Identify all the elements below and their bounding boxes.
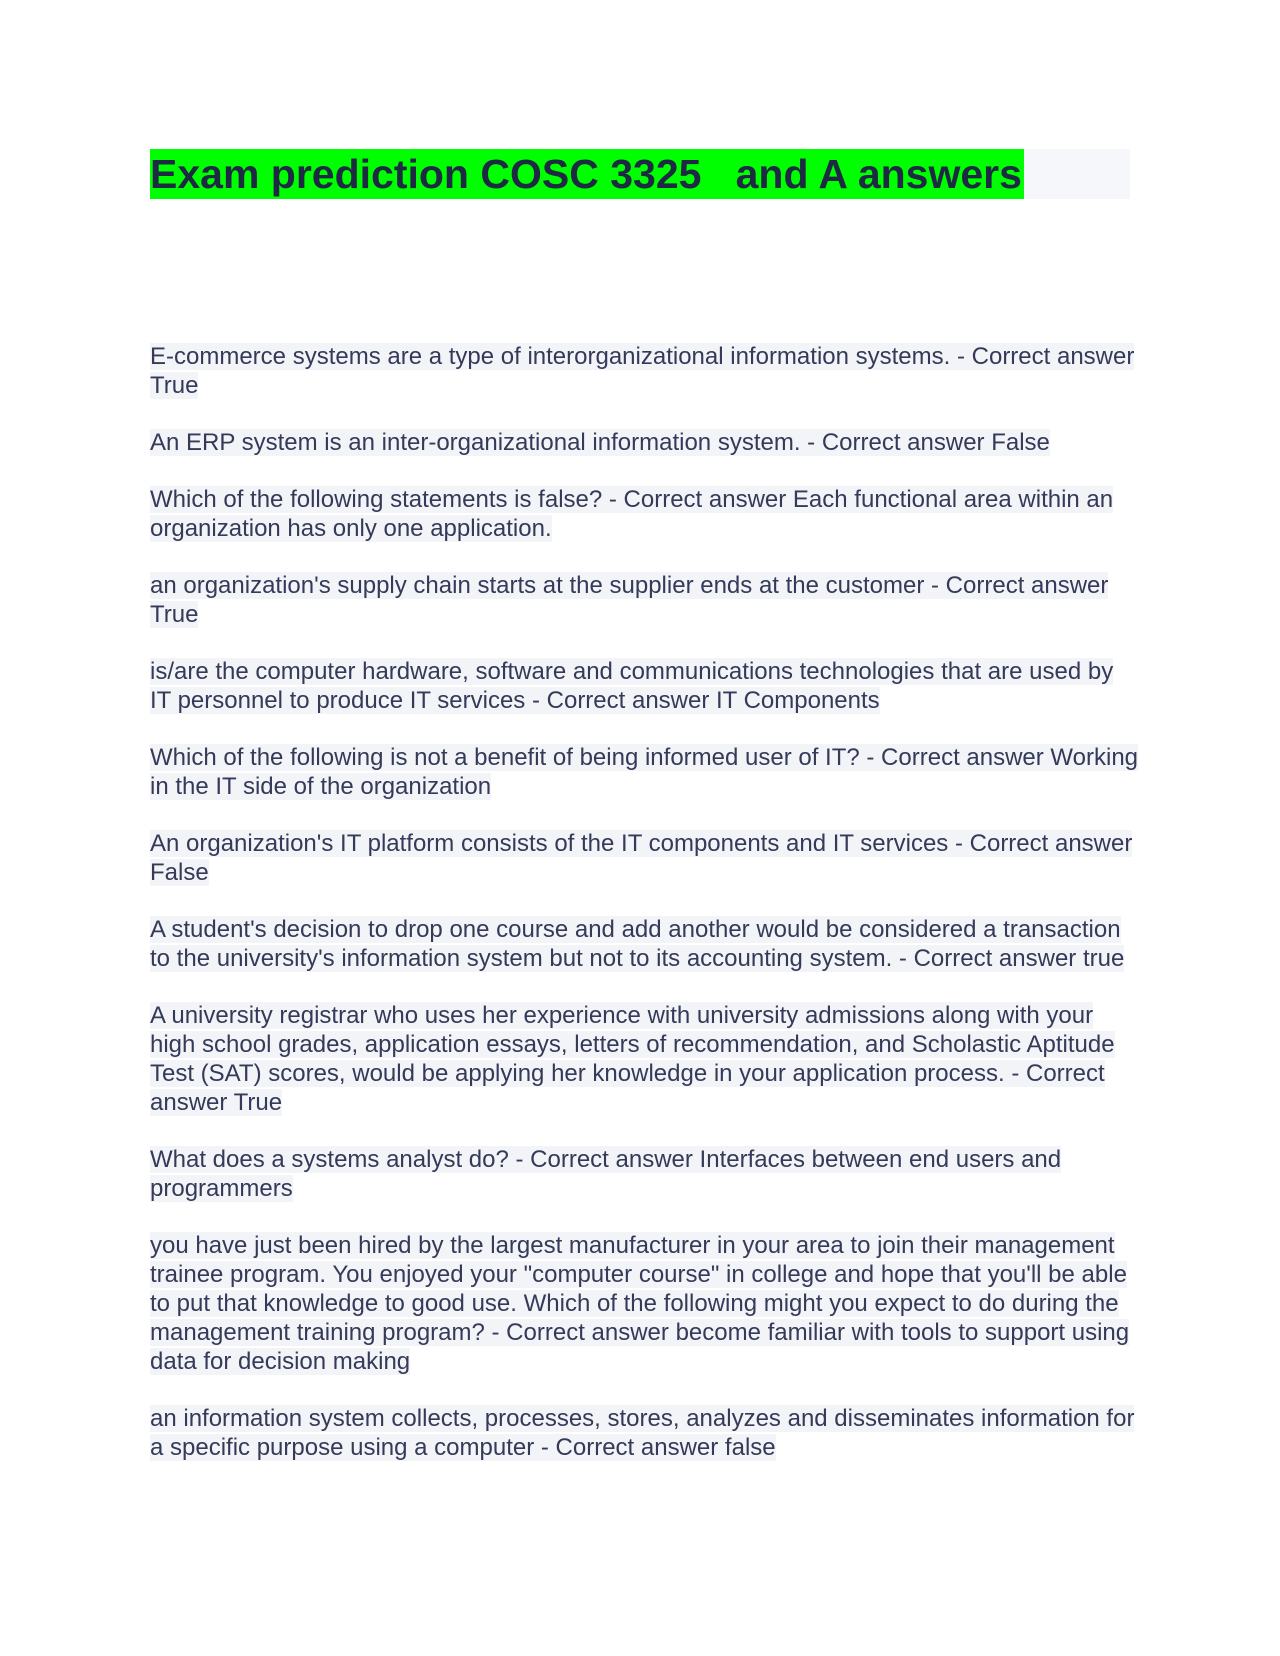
qa-item: [150, 829, 1140, 887]
title-row: [150, 149, 1130, 199]
qa-item-text: is/are the computer hardware, software and communications technologies that are used by IT personnel to produce IT services - Correct answer IT Components: [150, 658, 1114, 714]
qa-item-text: An organization's IT platform consists of the IT components and IT services - Correct answer False: [150, 830, 1133, 886]
qa-item: [150, 743, 1140, 801]
qa-item-text: E-commerce systems are a type of interorganizational information systems. - Correct answer True: [150, 343, 1135, 399]
qa-item-text: An ERP system is an inter-organizational information system. - Correct answer False: [150, 429, 1050, 456]
qa-item: [150, 915, 1140, 973]
qa-item-text: Which of the following statements is false? - Correct answer Each functional area within an organization has only one application.: [150, 486, 1114, 542]
qa-item: [150, 657, 1140, 715]
qa-item: [150, 1001, 1140, 1117]
qa-list: [150, 342, 1140, 1490]
qa-item-text: an information system collects, processes, stores, analyzes and disseminates information for a specific purpose using a computer - Correct answer false: [150, 1405, 1135, 1461]
qa-item: [150, 571, 1140, 629]
qa-item-text: Which of the following is not a benefit of being informed user of IT? - Correct answer Working in the IT side of the organization: [150, 744, 1139, 800]
document-title: Exam prediction COSC 3325 and A answers: [150, 151, 1022, 197]
qa-item-text: A university registrar who uses her experience with university admissions along with your high school grades, application essays, letters of recommendation, and Scholastic Aptitude Test (SAT) scores, would be applying her knowledge in your application process. - Correct answer True: [150, 1002, 1115, 1116]
qa-item: [150, 1145, 1140, 1203]
qa-item-text: A student's decision to drop one course and add another would be considered a transaction to the university's information system but not to its accounting system. - Correct answer true: [150, 916, 1125, 972]
qa-item-text: What does a systems analyst do? - Correct answer Interfaces between end users and programmers: [150, 1146, 1062, 1202]
qa-item-text: you have just been hired by the largest manufacturer in your area to join their management trainee program. You enjoyed your "computer course" in college and hope that you'll be able to put that knowledge to good use. Which of the following might you expect to do during the management training program? - Correct answer become familiar with tools to support using data for decision making: [150, 1232, 1130, 1375]
qa-item: [150, 342, 1140, 400]
qa-item: [150, 485, 1140, 543]
qa-item-text: an organization's supply chain starts at the supplier ends at the customer - Correct answer True: [150, 572, 1109, 628]
qa-item: [150, 428, 1140, 457]
qa-item: [150, 1231, 1140, 1376]
qa-item: [150, 1404, 1140, 1462]
